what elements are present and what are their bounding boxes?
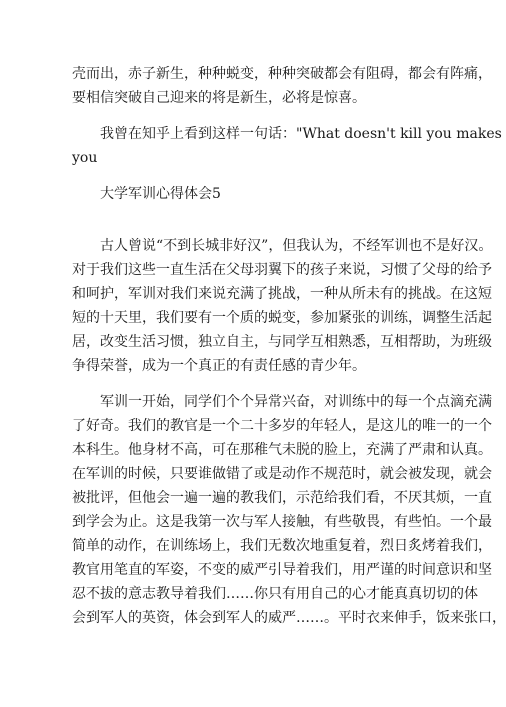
text-line: 要相信突破自己迎来的将是新生，必将是惊喜。 (72, 90, 366, 106)
text-line: 我曾在知乎上看到这样一句话："What doesn't kill you makes (100, 126, 502, 142)
text-line: 了好奇。我们的教官是一个二十多岁的年轻人，是这儿的唯一的一个 (72, 418, 492, 434)
text-line: 古人曾说“不到长城非好汉”，但我认为，不经军训也不是好汉。 (100, 238, 493, 254)
text-line: 居，改变生活习惯，独立自主，与同学互相熟悉，互相帮助，为班级 (72, 334, 492, 350)
paragraph-4 (72, 390, 506, 630)
document-page (72, 62, 506, 630)
text-line: 本科生。他身材不高，可在那稚气未脱的脸上，充满了严肃和认真。 (72, 442, 492, 458)
text-line: 壳而出，赤子新生，种种蜕变，种种突破都会有阻碍，都会有阵痛， (72, 66, 492, 82)
text-line: 简单的动作，在训练场上，我们无数次地重复着，烈日炙烤着我们， (72, 538, 492, 554)
text-line: 对于我们这些一直生活在父母羽翼下的孩子来说，习惯了父母的给予 (72, 262, 492, 278)
text-line: 到学会为止。这是我第一次与军人接触，有些敬畏，有些怕。一个最 (72, 514, 492, 530)
text-line: 军训一开始，同学们个个异常兴奋，对训练中的每一个点滴充满 (100, 394, 492, 410)
paragraph-2 (72, 122, 502, 170)
section-heading: 大学军训心得体会5 (100, 186, 221, 202)
text-line: 短的十天里，我们要有一个质的蜕变，参加紧张的训练，调整生活起 (72, 310, 492, 326)
text-line: 会到军人的英资，体会到军人的威严……。平时衣来伸手，饭来张口， (72, 610, 506, 626)
text-line: 在军训的时候，只要谁做错了或是动作不规范时，就会被发现，就会 (72, 466, 492, 482)
paragraph-3 (72, 234, 493, 378)
text-line: you (72, 150, 98, 166)
text-line: 和呵护，军训对我们来说充满了挑战，一种从所未有的挑战。在这短 (72, 286, 492, 302)
text-line: 忍不拔的意志教导着我们……你只有用自己的心才能真真切切的体 (72, 586, 478, 602)
text-line: 教官用笔直的军姿，不变的威严引导着我们，用严谨的时间意识和坚 (72, 562, 492, 578)
paragraph-1 (72, 62, 492, 110)
text-line: 争得荣誉，成为一个真正的有责任感的青少年。 (72, 358, 366, 374)
text-line: 被批评，但他会一遍一遍的教我们，示范给我们看，不厌其烦，一直 (72, 490, 492, 506)
